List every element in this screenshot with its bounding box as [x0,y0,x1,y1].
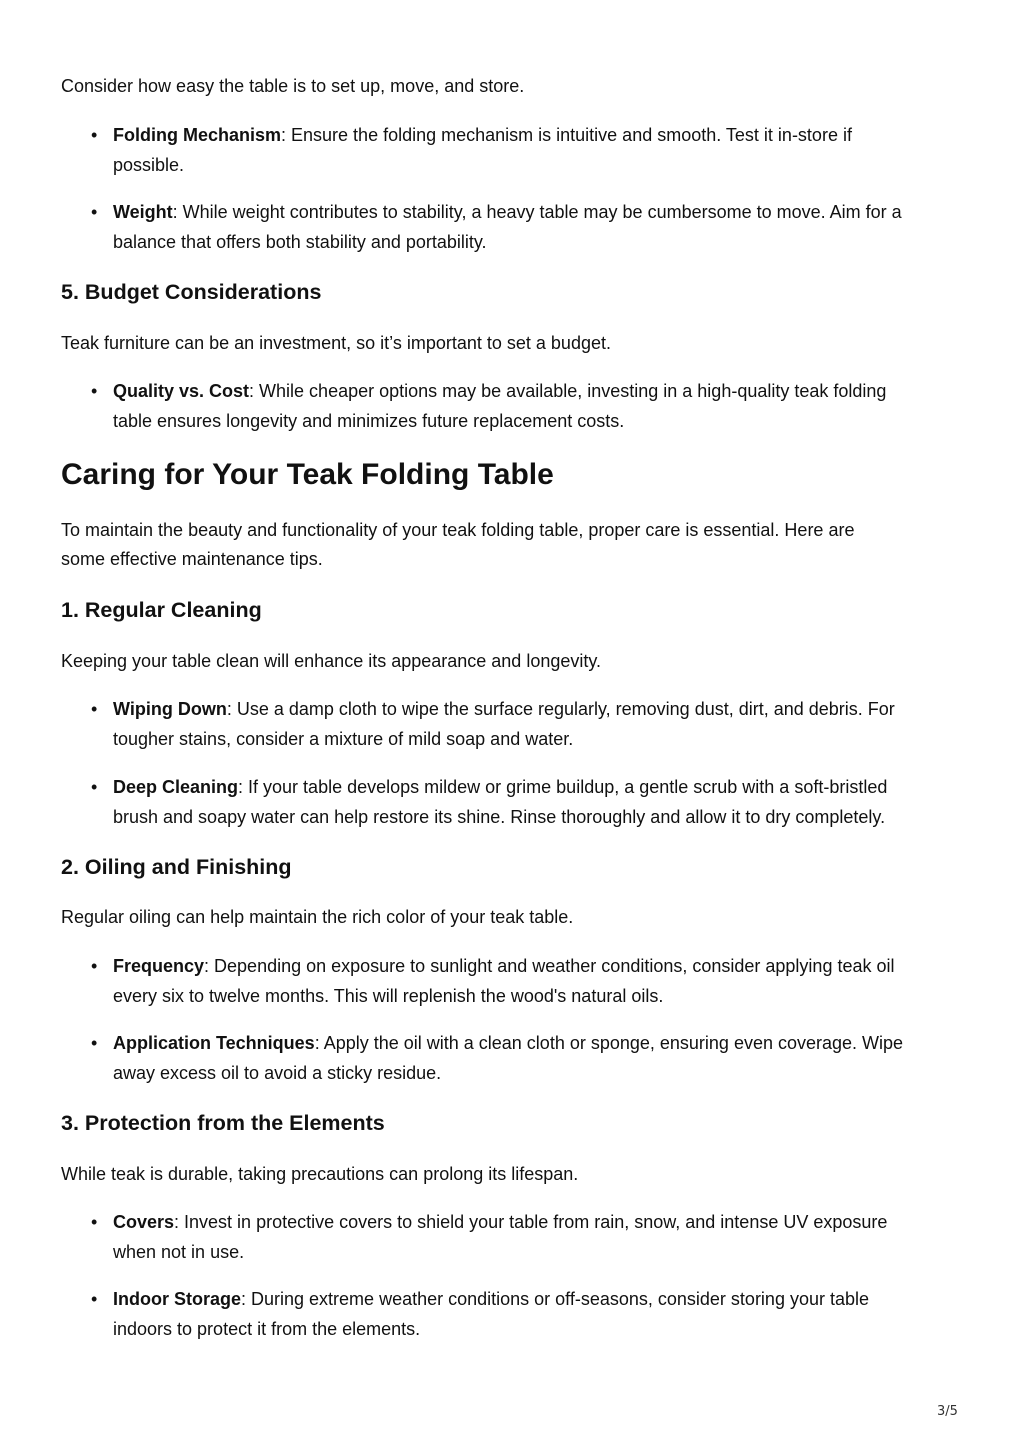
list-item-text: tougher stains, consider a mixture of mild soap and water. [113,728,574,749]
section-intro: While teak is durable, taking precautions can prolong its lifespan. [61,1164,579,1184]
list-item-term: Wiping Down [113,699,227,719]
section-heading: 2. Oiling and Finishing [61,855,292,879]
list-item-text: away excess oil to avoid a sticky residue. [113,1062,442,1083]
list-item-term: Weight [113,202,173,222]
caring-intro-line-2: some effective maintenance tips. [61,549,323,569]
list-item-text: table ensures longevity and minimizes future replacement costs. [113,410,625,431]
list-item-text: possible. [113,154,185,175]
list-item [91,1285,973,1344]
bullet-icon: • [91,125,98,145]
section-heading: 3. Protection from the Elements [61,1111,385,1135]
bullet-icon: • [91,777,98,797]
list-item-text: : If your table develops mildew or grime buildup, a gentle scrub with a soft-bristled [238,777,888,797]
list-item-text: every six to twelve months. This will replenish the wood's natural oils. [113,985,664,1006]
list-item-text: balance that offers both stability and portability. [113,231,487,252]
list-item-text: : During extreme weather conditions or off-seasons, consider storing your table [241,1289,870,1309]
bullet-icon: • [91,699,98,719]
bullet-icon: • [91,1212,98,1232]
list-item-text: : While cheaper options may be available, investing in a high-quality teak folding [249,381,887,401]
page-number: 3/5 [937,1404,958,1419]
ease-intro: Consider how easy the table is to set up, move, and store. [61,76,525,96]
caring-intro-line-1: To maintain the beauty and functionality of your teak folding table, proper care is essential. Here are [61,520,855,540]
bullet-icon: • [91,202,98,222]
list-item-text: : Depending on exposure to sunlight and weather conditions, consider applying teak oil [204,956,895,976]
list-item [91,121,973,180]
list-item-text: indoors to protect it from the elements. [113,1318,421,1339]
list-item-term: Quality vs. Cost [113,381,250,401]
list-item-text: : Use a damp cloth to wipe the surface regularly, removing dust, dirt, and debris. For [226,699,895,719]
section-intro: Keeping your table clean will enhance its appearance and longevity. [61,651,602,671]
bullet-icon: • [91,381,98,401]
section-heading: 5. Budget Considerations [61,280,322,304]
list-item-term: Deep Cleaning [113,777,239,797]
list-item [91,1029,973,1088]
list-item [91,773,973,832]
list-item-text: when not in use. [113,1241,245,1262]
list-item [91,377,973,436]
list-item-term: Frequency [113,956,205,976]
list-item-text: : Invest in protective covers to shield your table from rain, snow, and intense UV exposure [174,1212,888,1232]
list-item-term: Application Techniques [113,1033,315,1053]
list-item-text: brush and soapy water can help restore its shine. Rinse thoroughly and allow it to dry completely. [113,806,886,827]
list-item [91,1208,973,1267]
list-item-text: : While weight contributes to stability, a heavy table may be cumbersome to move. Aim for a [172,202,902,222]
section-heading: 1. Regular Cleaning [61,598,262,622]
list-item-term: Indoor Storage [113,1289,242,1309]
list-item-text: : Ensure the folding mechanism is intuitive and smooth. Test it in-store if [281,125,852,145]
list-item [91,198,973,257]
list-item-term: Folding Mechanism [113,125,282,145]
list-item [91,952,973,1011]
list-item [91,695,973,754]
bullet-icon: • [91,956,98,976]
bullet-icon: • [91,1033,98,1053]
list-item-text: : Apply the oil with a clean cloth or sponge, ensuring even coverage. Wipe [314,1033,904,1053]
section-intro: Teak furniture can be an investment, so it’s important to set a budget. [61,333,611,353]
list-item-term: Covers [113,1212,175,1232]
section-intro: Regular oiling can help maintain the rich color of your teak table. [61,907,574,927]
bullet-icon: • [91,1289,98,1309]
main-heading: Caring for Your Teak Folding Table [61,458,554,491]
